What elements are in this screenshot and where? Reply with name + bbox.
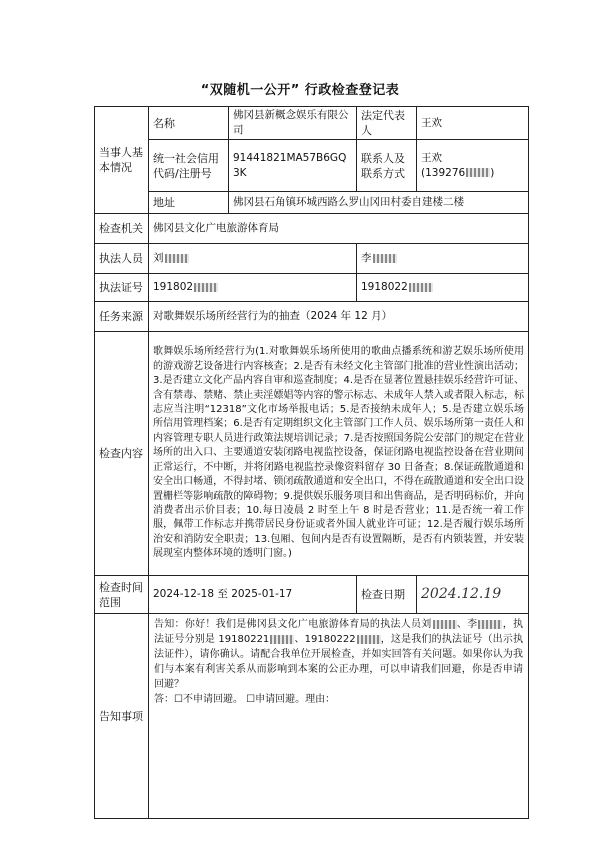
contact-value — [417, 140, 529, 192]
cert-1: 191802 — [149, 274, 357, 302]
notice-content — [149, 614, 529, 819]
redaction-mark — [357, 635, 381, 644]
address-label: 地址 — [149, 192, 229, 214]
credit-code-value: 91441821MA57B6GQ3K — [229, 140, 357, 192]
name-label: 名称 — [149, 107, 229, 140]
legal-rep-label: 法定代表人 — [357, 107, 417, 140]
agency-value: 佛冈县文化广电旅游体育局 — [149, 214, 529, 244]
agency-label: 检查机关 — [95, 214, 149, 244]
party-section-label: 当事人基本情况 — [95, 107, 149, 214]
contact-name: 王欢 — [421, 151, 442, 164]
officer-2: 李 — [357, 244, 529, 274]
officer-1: 刘 — [149, 244, 357, 274]
redaction-mark — [478, 620, 502, 629]
redaction-mark — [433, 620, 457, 629]
redaction-mark — [165, 254, 189, 263]
date-signature: 2024.12.19 — [417, 576, 529, 614]
notice-answer: 答：☐不申请回避。 ☐申请回避。理由： — [154, 694, 336, 705]
legal-rep-value: 王欢 — [417, 107, 529, 140]
company-name: 佛冈县新概念娱乐有限公司 — [229, 107, 357, 140]
redaction-mark — [194, 283, 218, 292]
cert-2: 1918022 — [357, 274, 529, 302]
credit-code-label: 统一社会信用代码/注册号 — [149, 140, 229, 192]
cert-label: 执法证号 — [95, 274, 149, 302]
redaction-mark — [409, 283, 433, 292]
redaction-mark — [270, 635, 294, 644]
task-value: 对歌舞娱乐场所经营行为的抽查（2024 年 12 月） — [149, 302, 529, 332]
contact-phone: (139276 ) — [421, 166, 495, 179]
task-label: 任务来源 — [95, 302, 149, 332]
redaction-mark — [466, 168, 490, 177]
inspection-content: 歌舞娱乐场所经营行为(1.对歌舞娱乐场所使用的歌曲点播系统和游艺娱乐场所使用的游戏游艺设备进行内容核查；2.是否有未经文化主管部门批准的营业性演出活动；3.是否建立文化产品内容自审和巡查制度；4.是否在显著位置悬挂娱乐经营许可证、含有禁毒、禁赌、禁止卖淫嫖娼等内容的警示标志、未成年人禁入或者限入标志，标志应当注明“12318”文化市场举报电话；5.是否接纳未成年人；5.是否建立娱乐场所信用管理档案；6.是否有定期组织文化主管部门工作人员、娱乐场所第一责任人和内容管理专职人员进行政策法规培训记录；7.是否按照国务院公安部门的规定在营业场所的出入口、主要通道安装闭路电视监控设备，保证闭路电视监控设备在营业期间正常运行，不中断，并将闭路电视监控录像资料留存 30 日备查；8.保证疏散通道和安全出口畅通，不得封堵、锁闭疏散通道和安全出口，不得在疏散通道和安全出口设置栅栏等影响疏散的障碍物；9.提供娱乐服务项目和出售商品，是否明码标价，并向消费者出示价目表；10.每日凌晨 2 时至上午 8 时是否营业；11.是否统一着工作服，佩带工作标志并携带居民身份证或者外国人就业许可证；12.是否履行娱乐场所治安和消防安全职责；13.包厢、包间内是否有设置隔断，是否有内锁装置，并安装展现室内整体环境的透明门窗。) — [149, 332, 529, 576]
contact-label: 联系人及联系方式 — [357, 140, 417, 192]
period-value: 2024-12-18 至 2025-01-17 — [149, 576, 357, 614]
inspection-record-table — [94, 106, 529, 819]
date-label: 检查日期 — [357, 576, 417, 614]
inspection-content-label: 检查内容 — [95, 332, 149, 576]
redaction-mark — [373, 254, 397, 263]
period-label: 检查时间范围 — [95, 576, 149, 614]
address-value: 佛冈县石角镇环城西路么罗山冈田村委自建楼二楼 — [229, 192, 529, 214]
officers-label: 执法人员 — [95, 244, 149, 274]
notice-label: 告知事项 — [95, 614, 149, 819]
notice-text: 告知：你好！我们是佛冈县文化广电旅游体育局的执法人员刘 、李 ，执法证号分别是 19180221 、19180222 ，这是我们的执法证号（出示执法证件），请你确认。请配合我单位开展检查，并如实回答有关问题。如果你认为我们与本案有利害关系从而影响到本案的公正办理，可以申请我们回避，你是否申请回避？ — [154, 619, 524, 690]
document-title: “双随机一公开” 行政检查登记表 — [200, 83, 400, 98]
